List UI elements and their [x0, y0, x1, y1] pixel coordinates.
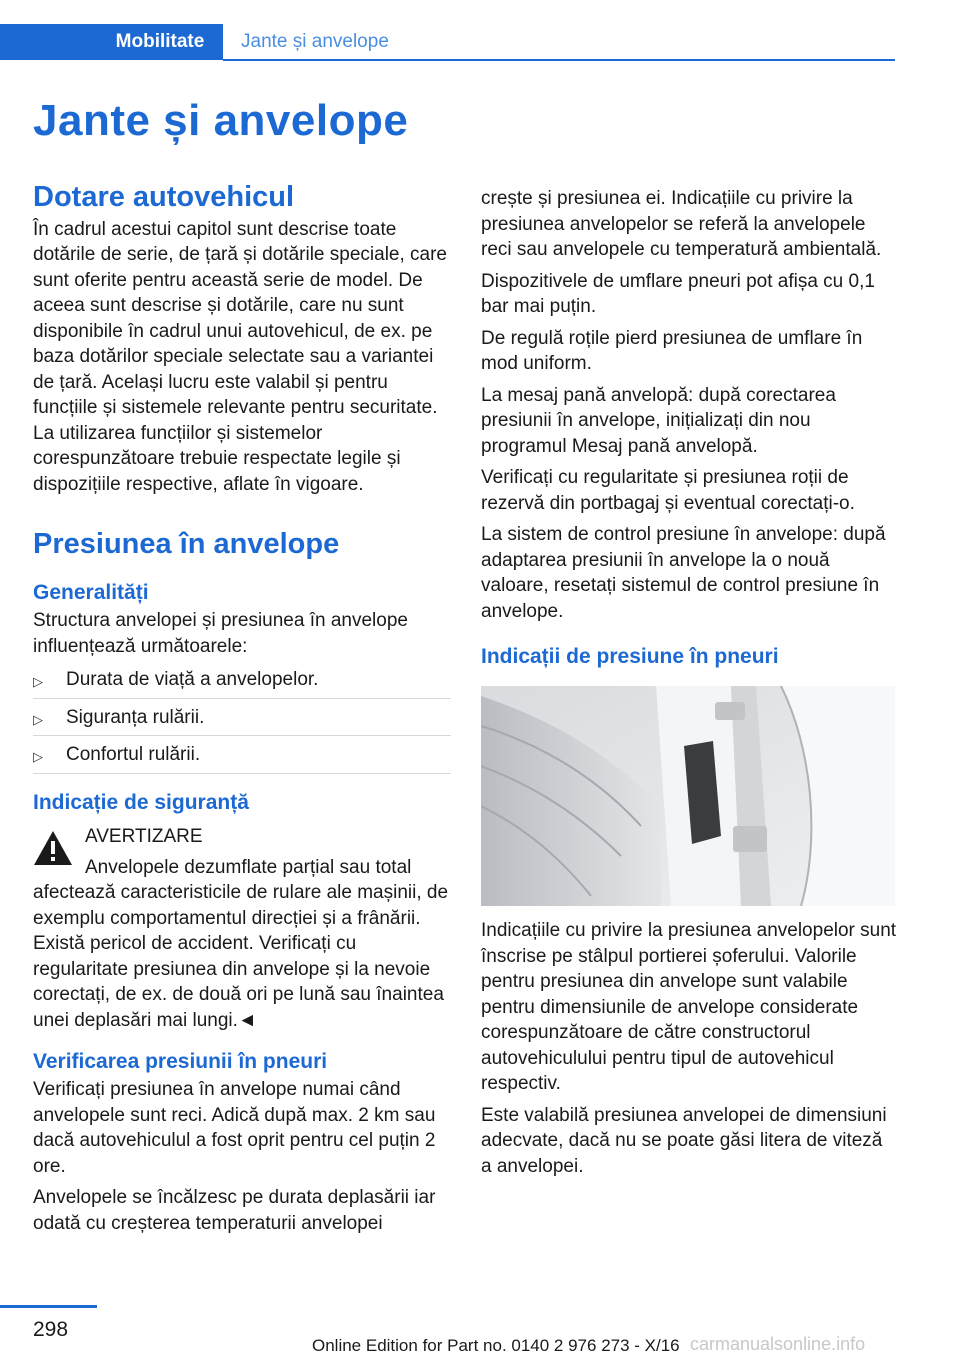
right-column — [481, 180, 897, 1179]
verificare-text-2: Anvelopele se încălzesc pe durata deplasării iar odată cu creșterea temperaturii anvelopei — [33, 1187, 436, 1234]
paragraph: crește și presiunea ei. Indicațiile cu privire la presiunea anvelopelor se referă la anvelopele reci sau anvelopele cu temperatură ambientală. — [481, 188, 882, 260]
page-number: 298 — [33, 1318, 69, 1341]
footer-accent-line — [0, 1305, 97, 1308]
page-title: Jante și anvelope — [33, 96, 409, 145]
warning-text: afectează caracteristicile de rulare ale mașinii, de exemplu comportamentul direcției și a frânării. Există pericol de accident. Verificați cu regularitate presiunea din anvelope și la nevoie corectați, de ex. de două ori pe lună sau înaintea unei deplasări mai lungi.◄ — [33, 882, 449, 1031]
paragraph: Indicațiile cu privire la presiunea anvelopelor sunt înscrise pe stâlpul portierei șoferului. Valorile pentru presiunea din anvelope sunt valabile pentru dimensiunile de anvelope considerate corespunzătoare de către constructorul autovehiculului pentru tipul de autovehicul respectiv. — [481, 920, 897, 1095]
list-item-text: Siguranța rulării. — [66, 706, 205, 728]
door-pillar-illustration — [481, 686, 895, 906]
subsection-title-verificare: Verificarea presiunii în pneuri — [33, 1050, 328, 1074]
section-text-dotare: În cadrul acestui capitol sunt descrise toate dotările de serie, de țară și dotările speciale, care sunt oferite pentru această serie de model. De aceea sunt descrise și dotările, care nu sunt disponibile în cadrul unui autovehicul, de ex. pe baza dotărilor speciale selectate sau a variantei de țară. Același lucru este valabil și pentru funcțiile și sistemele relevante pentru securitate. La utilizarea funcțiilor și sistemelor corespunzătoare trebuie respectate legile și dispozițiile respective, aflate în vigoare. — [33, 218, 448, 495]
list-item — [33, 667, 451, 699]
verificare-text-1: Verificați presiunea în anvelope numai când anvelopele sunt reci. Adică după max. 2 km sau dacă autovehiculul a fost oprit pentru cel puțin 2 ore. — [33, 1079, 436, 1177]
list-item — [33, 742, 451, 774]
running-header — [0, 24, 895, 62]
influence-list — [33, 667, 451, 774]
header-underline — [223, 59, 895, 61]
header-tab-jante[interactable]: Jante și anvelope — [241, 31, 389, 52]
header-accent-block — [0, 24, 97, 60]
warning-triangle-icon — [33, 830, 73, 866]
warning-block — [33, 824, 451, 1033]
subsection-title-indicatii: Indicații de presiune în pneuri — [481, 645, 779, 668]
triangle-bullet-icon: ▷ — [33, 749, 43, 765]
edition-text: Online Edition for Part no. 0140 2 976 273 - X/16 — [312, 1336, 680, 1355]
paragraph: Este valabilă presiunea anvelopei de dimensiuni adecvate, dacă nu se poate găsi litera de viteză a anvelopei. — [481, 1104, 887, 1177]
section-title-dotare: Dotare autovehicul — [33, 181, 295, 213]
header-tab-mobilitate[interactable]: Mobilitate — [97, 24, 223, 60]
paragraph: La mesaj pană anvelopă: după corectarea presiunii în anvelope, inițializați din nou programul Mesaj pană anvelopă. — [481, 384, 836, 457]
list-item — [33, 705, 451, 737]
triangle-bullet-icon: ▷ — [33, 711, 43, 727]
watermark-text: carmanualsonline.info — [690, 1334, 866, 1354]
section-title-presiune: Presiunea în anvelope — [33, 528, 340, 561]
warning-label: AVERTIZARE — [85, 826, 203, 848]
warning-first-line: Anvelopele dezumflate parțial sau total — [85, 856, 412, 878]
paragraph: De regulă roțile pierd presiunea de umflare în mod uniform. — [481, 327, 863, 374]
list-item-text: Confortul rulării. — [66, 744, 201, 766]
paragraph: La sistem de control presiune în anvelope: după adaptarea presiunii în anvelope la o nouă valoare, resetați sistemul de control presiune în anvelope. — [481, 524, 886, 622]
subsection-title-generalitati: Generalități — [33, 581, 149, 605]
paragraph: Verificați cu regularitate și presiunea roții de rezervă din portbagaj și eventual corectați-o. — [481, 467, 855, 514]
triangle-bullet-icon: ▷ — [33, 674, 43, 690]
door-pillar-image — [481, 686, 895, 906]
generalitati-text: Structura anvelopei și presiunea în anvelope influențează următoarele: — [33, 610, 408, 657]
left-column — [33, 180, 451, 1236]
subsection-title-siguranta: Indicație de siguranță — [33, 790, 249, 814]
warning-header — [33, 824, 451, 880]
list-item-text: Durata de viață a anvelopelor. — [66, 669, 319, 691]
paragraph: Dispozitivele de umflare pneuri pot afișa cu 0,1 bar mai puțin. — [481, 270, 875, 317]
